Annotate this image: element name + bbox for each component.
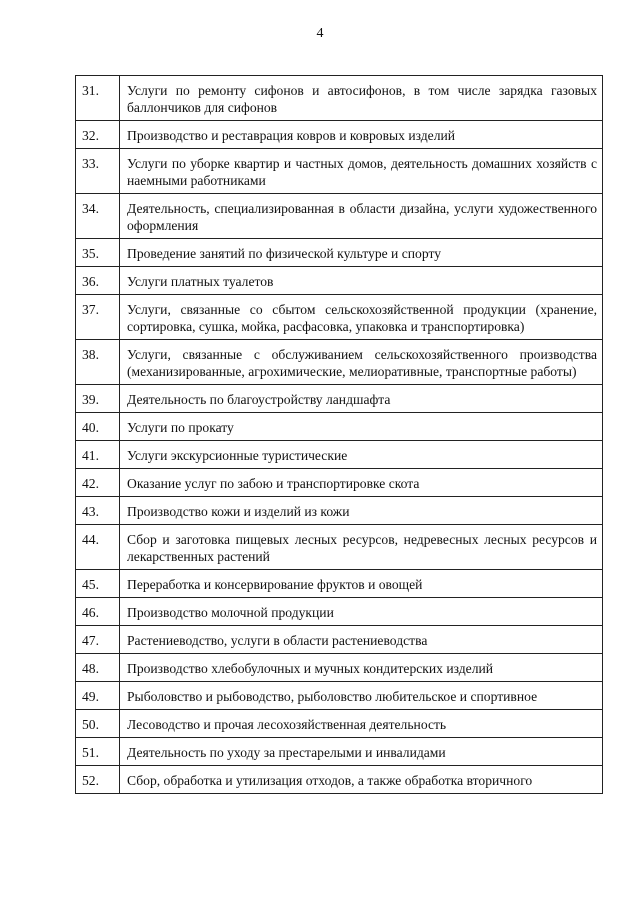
row-number: 51. [76, 738, 120, 766]
row-number: 33. [76, 149, 120, 194]
table-row [76, 149, 603, 194]
row-description: Деятельность по благоустройству ландшафта [120, 385, 603, 413]
row-number: 46. [76, 598, 120, 626]
table-row [76, 598, 603, 626]
table-row [76, 267, 603, 295]
table-row [76, 525, 603, 570]
row-description: Производство хлебобулочных и мучных кондитерских изделий [120, 654, 603, 682]
row-description: Услуги платных туалетов [120, 267, 603, 295]
table-row [76, 441, 603, 469]
row-number: 52. [76, 766, 120, 794]
table-row [76, 194, 603, 239]
row-number: 41. [76, 441, 120, 469]
row-description: Растениеводство, услуги в области растениеводства [120, 626, 603, 654]
table-row [76, 766, 603, 794]
row-description: Услуги, связанные со сбытом сельскохозяйственной продукции (хранение, сортировка, сушка, мойка, расфасовка, упаковка и транспортировка) [120, 295, 603, 340]
table-row [76, 121, 603, 149]
row-description: Производство и реставрация ковров и ковровых изделий [120, 121, 603, 149]
row-number: 38. [76, 340, 120, 385]
activities-table-body [76, 76, 603, 794]
table-row [76, 654, 603, 682]
table-row [76, 239, 603, 267]
row-number: 43. [76, 497, 120, 525]
row-description: Услуги по уборке квартир и частных домов, деятельность домашних хозяйств с наемными работниками [120, 149, 603, 194]
row-number: 36. [76, 267, 120, 295]
row-number: 39. [76, 385, 120, 413]
row-number: 50. [76, 710, 120, 738]
row-number: 48. [76, 654, 120, 682]
row-description: Деятельность по уходу за престарелыми и инвалидами [120, 738, 603, 766]
row-description: Производство кожи и изделий из кожи [120, 497, 603, 525]
table-row [76, 413, 603, 441]
row-number: 47. [76, 626, 120, 654]
row-description: Услуги по ремонту сифонов и автосифонов, в том числе зарядка газовых баллончиков для сифонов [120, 76, 603, 121]
table-row [76, 738, 603, 766]
table-row [76, 710, 603, 738]
page-number: 4 [316, 26, 324, 41]
row-description: Оказание услуг по забою и транспортировке скота [120, 469, 603, 497]
table-row [76, 570, 603, 598]
row-number: 34. [76, 194, 120, 239]
row-description: Рыболовство и рыбоводство, рыболовство любительское и спортивное [120, 682, 603, 710]
row-description: Сбор и заготовка пищевых лесных ресурсов, недревесных лесных ресурсов и лекарственных растений [120, 525, 603, 570]
table-row [76, 469, 603, 497]
row-number: 31. [76, 76, 120, 121]
row-description: Проведение занятий по физической культуре и спорту [120, 239, 603, 267]
row-description: Сбор, обработка и утилизация отходов, а также обработка вторичного [120, 766, 603, 794]
table-row [76, 385, 603, 413]
row-description: Деятельность, специализированная в области дизайна, услуги художественного оформления [120, 194, 603, 239]
activities-table [75, 75, 603, 794]
row-description: Услуги по прокату [120, 413, 603, 441]
table-row [76, 682, 603, 710]
row-description: Лесоводство и прочая лесохозяйственная деятельность [120, 710, 603, 738]
row-description: Производство молочной продукции [120, 598, 603, 626]
row-number: 44. [76, 525, 120, 570]
row-number: 49. [76, 682, 120, 710]
row-description: Услуги, связанные с обслуживанием сельскохозяйственного производства (механизированные, агрохимические, мелиоративные, транспортные работы) [120, 340, 603, 385]
table-row [76, 340, 603, 385]
table-row [76, 626, 603, 654]
row-number: 40. [76, 413, 120, 441]
row-number: 45. [76, 570, 120, 598]
row-number: 42. [76, 469, 120, 497]
row-description: Услуги экскурсионные туристические [120, 441, 603, 469]
table-row [76, 76, 603, 121]
row-number: 37. [76, 295, 120, 340]
table-row [76, 295, 603, 340]
row-description: Переработка и консервирование фруктов и овощей [120, 570, 603, 598]
row-number: 32. [76, 121, 120, 149]
table-row [76, 497, 603, 525]
row-number: 35. [76, 239, 120, 267]
